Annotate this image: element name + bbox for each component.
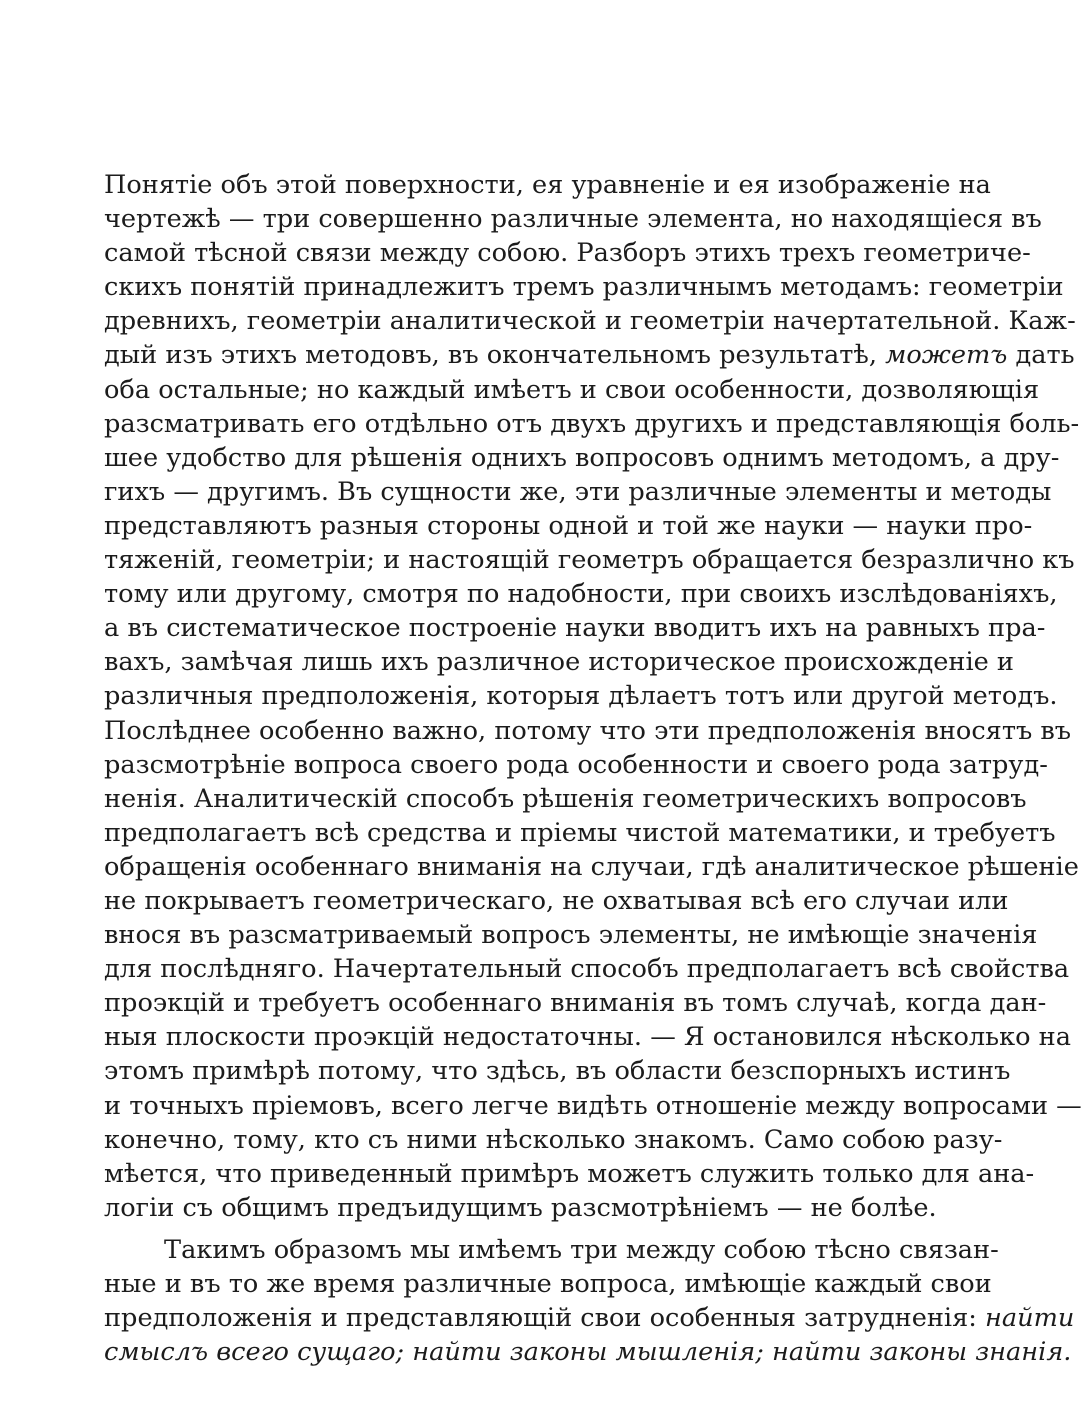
text-line: Понятіе объ этой поверхности, ея уравненіе и ея изображеніе на — [104, 170, 991, 200]
text-line: ныя плоскости проэкцій недостаточны. — Я остановился нѣсколько на — [104, 1022, 1071, 1053]
page-text — [104, 168, 1082, 1369]
text-line: проэкцій и требуетъ особеннаго вниманія въ томъ случаѣ, когда дан- — [104, 988, 1047, 1019]
text-segment: предположенія и представляющій свои особенныя затрудненія: — [104, 1303, 986, 1334]
text-line: ненія. Аналитическій способъ рѣшенія геометрическихъ вопросовъ — [104, 783, 1027, 814]
text-line: предполагаетъ всѣ средства и пріемы чистой математики, и требуетъ — [104, 817, 1056, 848]
text-line: Такимъ образомъ мы имѣемъ три между собою тѣсно связан- — [164, 1234, 999, 1265]
text-line: разсмотрѣніе вопроса своего рода особенности и своего рода затруд- — [104, 749, 1048, 780]
text-line: скихъ понятій принадлежитъ тремъ различнымъ методамъ: геометріи — [104, 272, 1064, 303]
text-line: тяженій, геометріи; и настоящій геометръ обращается безразлично къ — [104, 545, 1075, 576]
italic-emphasis: можетъ — [885, 340, 1008, 371]
text-line: мѣется, что приведенный примѣръ можетъ служить только для ана- — [104, 1158, 1035, 1189]
text-line: чертежѣ — три совершенно различные элемента, но находящіеся въ — [104, 204, 1042, 235]
text-line: тому или другому, смотря по надобности, при своихъ изслѣдованіяхъ, — [104, 579, 1058, 610]
text-line: Послѣднее особенно важно, потому что эти предположенія вносятъ въ — [104, 715, 1072, 746]
text-line: и точныхъ пріемовъ, всего легче видѣть отношеніе между вопросами — — [104, 1090, 1082, 1121]
text-line: этомъ примѣрѣ потому, что здѣсь, въ области безспорныхъ истинъ — [104, 1056, 1011, 1087]
paragraph-2 — [104, 1233, 1075, 1369]
text-line: самой тѣсной связи между собою. Разборъ этихъ трехъ геометриче- — [104, 238, 1031, 269]
text-line: ные и въ то же время различные вопроса, имѣющіе каждый свои — [104, 1269, 992, 1299]
text-line: логіи съ общимъ предъидущимъ разсмотрѣніемъ — не болѣе. — [104, 1192, 937, 1223]
text-line: вахъ, замѣчая лишь ихъ различное историческое происхожденіе и — [104, 647, 1014, 678]
text-line: а въ систематическое построеніе науки вводитъ ихъ на равныхъ пра- — [104, 613, 1046, 644]
text-line: не покрываетъ геометрическаго, не охватывая всѣ его случаи или — [104, 885, 1009, 916]
text-line: конечно, тому, кто съ ними нѣсколько знакомъ. Само собою разу- — [104, 1124, 1003, 1155]
text-line: для послѣдняго. Начертательный способъ предполагаетъ всѣ свойства — [104, 954, 1070, 985]
paragraph-1 — [104, 168, 1082, 1225]
text-line: древнихъ, геометріи аналитической и геометріи начертательной. Каж- — [104, 306, 1076, 337]
text-line: представляютъ разныя стороны одной и той же науки — науки про- — [104, 510, 1033, 541]
text-line: гихъ — другимъ. Въ сущности же, эти различные элементы и методы — [104, 476, 1052, 507]
italic-emphasis: смыслъ всего сущаго; найти законы мышленія; найти законы знанія. — [104, 1337, 1072, 1368]
text-line: обращенія особеннаго вниманія на случаи, гдѣ аналитическое рѣшеніе — [104, 851, 1079, 882]
text-line: разсматривать его отдѣльно отъ двухъ другихъ и представляющія боль- — [104, 408, 1080, 439]
text-line — [104, 1335, 1072, 1369]
paragraph-gap — [104, 1225, 896, 1233]
text-line — [104, 338, 1075, 372]
text-segment: дый изъ этихъ методовъ, въ окончательномъ результатѣ, — [104, 340, 886, 371]
text-line: различныя предположенія, которыя дѣлаетъ тотъ или другой методъ. — [104, 681, 1058, 712]
text-line: внося въ разсматриваемый вопросъ элементы, не имѣющіе значенія — [104, 920, 1038, 951]
text-line: оба остальные; но каждый имѣетъ и свои особенности, дозволяющія — [104, 374, 1040, 405]
text-segment: дать — [1007, 340, 1075, 371]
italic-emphasis: найти — [985, 1303, 1075, 1334]
text-line — [104, 1301, 1075, 1335]
text-line: шее удобство для рѣшенія однихъ вопросовъ однимъ методомъ, а дру- — [104, 442, 1060, 473]
